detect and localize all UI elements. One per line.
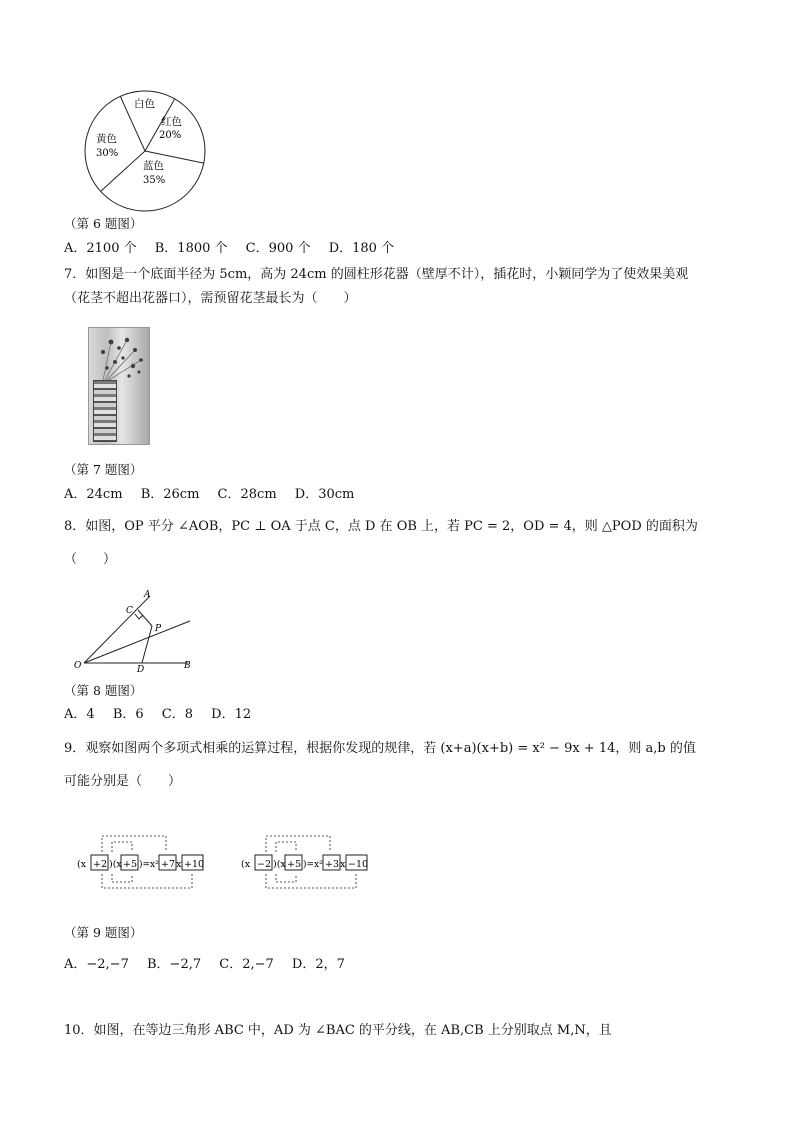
q7-option-c[interactable]: C．28cm — [217, 487, 277, 502]
q8-stem-line2: （ ） — [64, 552, 117, 567]
pie-percent-blue: 35% — [143, 175, 166, 186]
q9-right-mid: )(x — [273, 859, 286, 870]
q9-right-x: x — [340, 859, 346, 870]
pie-label-yellow: 黄色 — [96, 133, 117, 145]
q7-options — [64, 486, 354, 504]
q9-right-a: −2 — [257, 859, 272, 870]
pie-label-blue: 蓝色 — [143, 160, 164, 172]
q9-right-diagram — [238, 832, 374, 894]
q9-left-open: (x — [77, 859, 87, 870]
label-B: B — [184, 661, 191, 671]
q7-stem-line2: （花茎不超出花器口），需预留花茎最长为（ ） — [64, 291, 357, 306]
pie-percent-yellow: 30% — [96, 148, 119, 159]
label-D: D — [137, 665, 145, 672]
q9-option-a[interactable]: A．−2,−7 — [64, 957, 129, 972]
q9-options — [64, 956, 345, 974]
q7-caption: （第 7 题图） — [64, 462, 143, 477]
q9-left-mid: )(x — [109, 859, 122, 870]
q9-right-open: (x — [241, 859, 251, 870]
q9-left-prod: +10 — [184, 859, 205, 870]
label-C: C — [126, 606, 133, 616]
q9-left-x: x — [176, 859, 182, 870]
q8-option-c[interactable]: C．8 — [161, 707, 193, 722]
label-P: P — [155, 624, 162, 634]
label-A: A — [144, 590, 151, 600]
q9-left-eq: )=x² — [139, 860, 159, 870]
q9-option-d[interactable]: D．2，7 — [291, 957, 345, 972]
q9-right-prod: −10 — [348, 859, 369, 870]
q6-option-a[interactable]: A．2100 个 — [64, 241, 137, 256]
q9-right-eq: )=x² — [303, 860, 323, 870]
q7-option-d[interactable]: D．30cm — [294, 487, 355, 502]
q10-stem-line1: 10．如图，在等边三角形 ABC 中，AD 为 ∠BAC 的平分线，在 AB,CB 上分别取点 M,N，且 — [64, 1023, 612, 1038]
q8-option-a[interactable]: A．4 — [64, 707, 95, 722]
pie-percent-red: 20% — [159, 130, 182, 141]
q6-option-c[interactable]: C．900 个 — [245, 241, 311, 256]
q9-stem-line1: 9．观察如图两个多项式相乘的运算过程，根据你发现的规律，若 (x+a)(x+b) = x² − 9x + 14，则 a,b 的值 — [64, 741, 696, 756]
q8-options — [64, 706, 251, 724]
q9-caption: （第 9 题图） — [64, 925, 143, 940]
q9-left-sum: +7 — [161, 859, 176, 870]
q6-option-d[interactable]: D．180 个 — [328, 241, 395, 256]
q9-option-b[interactable]: B．−2,7 — [147, 957, 202, 972]
q9-stem-line2: 可能分别是（ ） — [64, 774, 182, 789]
q8-option-b[interactable]: B．6 — [112, 707, 144, 722]
q6-pie-chart — [84, 90, 206, 212]
q9-left-a: +2 — [93, 859, 108, 870]
q8-geometry-figure — [70, 586, 200, 672]
q7-vase — [93, 380, 117, 442]
q9-right-b: +5 — [287, 859, 302, 870]
q8-option-d[interactable]: D．12 — [211, 707, 252, 722]
q7-option-b[interactable]: B．26cm — [140, 487, 200, 502]
q9-right-sum: +3 — [325, 859, 340, 870]
label-O: O — [74, 661, 82, 671]
pie-label-white: 白色 — [134, 98, 155, 110]
pie-label-red: 红色 — [161, 116, 182, 128]
q6-option-b[interactable]: B．1800 个 — [154, 241, 228, 256]
q6-options — [64, 240, 394, 258]
q7-option-a[interactable]: A．24cm — [64, 487, 123, 502]
q8-caption: （第 8 题图） — [64, 683, 143, 698]
q7-stem-line1: 7．如图是一个底面半径为 5cm，高为 24cm 的圆柱形花器（壁厚不计），插花时，小颖同学为了使效果美观 — [64, 267, 689, 282]
q9-left-diagram — [74, 832, 210, 894]
q9-left-b: +5 — [123, 859, 138, 870]
q6-caption: （第 6 题图） — [64, 216, 143, 231]
q9-option-c[interactable]: C．2,−7 — [219, 957, 274, 972]
q8-stem-line1: 8．如图，OP 平分 ∠AOB，PC ⊥ OA 于点 C，点 D 在 OB 上，若 PC = 2，OD = 4，则 △POD 的面积为 — [64, 519, 698, 534]
